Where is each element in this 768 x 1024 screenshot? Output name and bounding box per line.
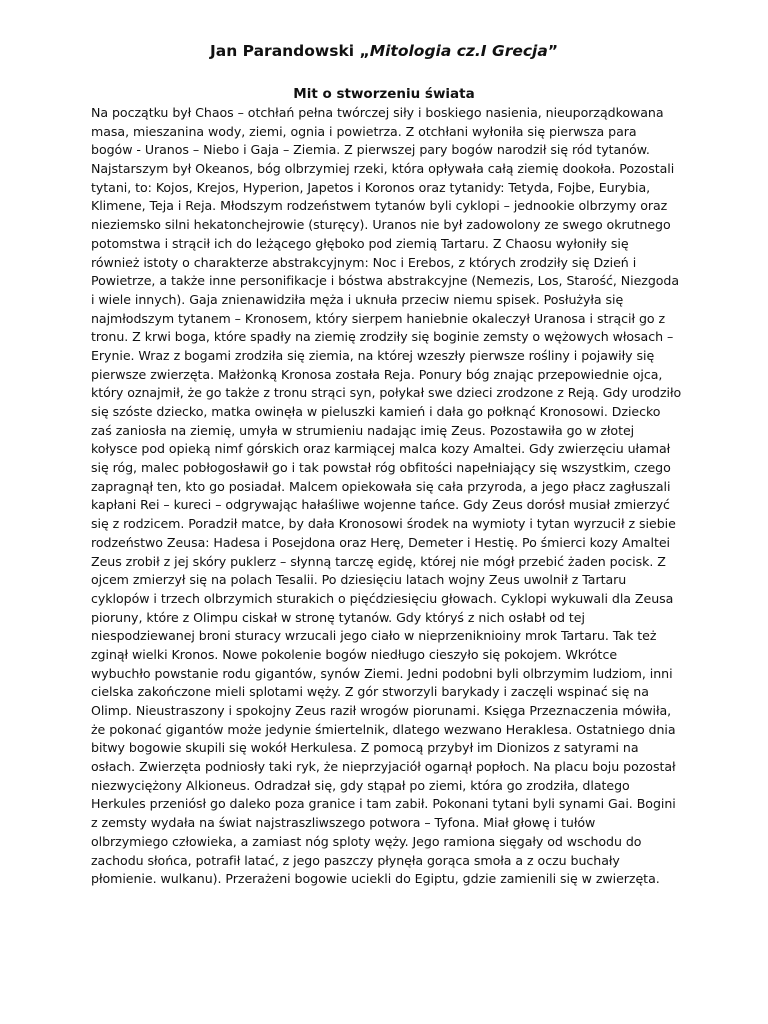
body-line: zachodu słońca, potrafił latać, z jego paszczy płynęła gorąca smoła a z oczu buchały <box>91 852 620 868</box>
body-line: tronu. Z krwi boga, które spadły na ziemię zrodziły się boginie zemsty o wężowych włosach – <box>91 329 674 345</box>
document-title <box>0 40 768 62</box>
body-line: olbrzymiego człowieka, a zamiast nóg sploty węży. Jego ramiona sięgały od wschodu do <box>91 833 642 849</box>
body-line: zginął wielki Kronos. Nowe pokolenie bogów niedługo cieszyło się pokojem. Wkrótce <box>91 646 618 662</box>
body-line: bogów - Uranos – Niebo i Gaja – Ziemia. Z pierwszej pary bogów narodził się ród tytanów. <box>91 142 650 158</box>
body-line: masa, mieszanina wody, ziemi, ognia i powietrza. Z otchłani wyłoniła się pierwsza para <box>91 123 637 139</box>
section-heading: Mit o stworzeniu świata <box>293 86 475 102</box>
body-line: potomstwa i strącił ich do leżącego głęboko pod ziemią Tartaru. Z Chaosu wyłoniły się <box>91 235 629 251</box>
body-line: z zemsty wydała na świat najstraszliwszego potwora – Tyfona. Miał głowę i tułów <box>91 815 596 831</box>
body-line: Erynie. Wraz z bogami zrodziła się ziemia, na której wzeszły pierwsze rośliny i pojawiły się <box>91 347 655 363</box>
body-line: osłach. Zwierzęta podniosły taki ryk, że nieprzyjaciół ogarnął popłoch. Na placu boju pozostał <box>91 759 676 775</box>
body-line: Herkules przeniósł go daleko poza granice i tam zabił. Pokonani tytani byli synami Gai. Bogini <box>91 796 676 812</box>
title-work: Mitologia cz.I Grecja <box>369 42 548 60</box>
body-line: rodzeństwo Zeusa: Hadesa i Posejdona oraz Herę, Demeter i Hestię. Po śmierci kozy Amaltei <box>91 534 670 550</box>
body-line: który oznajmił, że go także z tronu strąci syn, połykał swe dzieci zrodzone z Reją. Gdy urodziło <box>91 385 682 401</box>
body-line: pioruny, które z Olimpu ciskał w stronę tytanów. Gdy któryś z nich osłabł od tej <box>91 609 585 625</box>
body-line: niezwyciężony Alkioneus. Odradzał się, gdy stąpał po ziemi, która go zrodziła, dlatego <box>91 777 630 793</box>
body-line: również istoty o charakterze abstrakcyjnym: Noc i Erebos, z których zrodziły się Dzień i <box>91 254 637 270</box>
body-line: że pokonać gigantów może jedynie śmiertelnik, dlatego wezwano Heraklesa. Ostatniego dnia <box>91 721 676 737</box>
body-line: najmłodszym tytanem – Kronosem, który sierpem haniebnie okaleczył Uranosa i strącił go z <box>91 310 666 326</box>
body-line: Klimene, Teja i Reja. Młodszym rodzeństwem tytanów byli cyklopi – jednookie olbrzymy oraz <box>91 198 668 214</box>
body-line: zapragnął ten, kto go posiadał. Malcem opiekowała się cała przyroda, a jego płacz zagłuszali <box>91 478 671 494</box>
body-text <box>91 104 691 889</box>
body-line: Powietrze, a także inne personifikacje i bóstwa abstrakcyjne (Nemezis, Los, Starość, Niezgoda <box>91 273 680 289</box>
body-line: i wiele innych). Gaja znienawidziła męża i uknuła przeciw niemu spisek. Posłużyła się <box>91 291 624 307</box>
body-line: kołysce pod opieką nimf górskich oraz karmiącej malca kozy Amaltei. Gdy zwierzęciu ułamał <box>91 441 671 457</box>
body-line: Najstarszym był Okeanos, bóg olbrzymiej rzeki, która opływała całą ziemię dookoła. Pozostali <box>91 161 675 177</box>
body-line: cielska zakończone mieli splotami węży. Z gór stworzyli barykady i zaczęli wspinać się na <box>91 684 649 700</box>
body-line: wybuchło powstanie rodu gigantów, synów Ziemi. Jedni podobni byli olbrzymim ludziom, inni <box>91 665 673 681</box>
body-line: się z rodzicem. Poradził matce, by dała Kronosowi środek na wymioty i tytan wyrzucił z siebie <box>91 516 676 532</box>
body-line: niespodziewanej broni sturacy wrzucali jego ciało w nieprzeniknioiny mrok Tartaru. Tak też <box>91 628 657 644</box>
title-author: Jan Parandowski „ <box>209 42 370 60</box>
body-line: Olimp. Nieustraszony i spokojny Zeus raził wrogów piorunami. Księga Przeznaczenia mówiła, <box>91 703 672 718</box>
body-line: Na początku był Chaos – otchłań pełna twórczej siły i boskiego nasienia, nieuporządkowana <box>91 105 664 120</box>
body-line: płomienie. wulkanu). Przerażeni bogowie uciekli do Egiptu, gdzie zamienili się w zwierzęta. <box>91 871 660 887</box>
title-closing-quote: ” <box>547 42 558 60</box>
body-line: zaś zaniosła na ziemię, umyła w strumieniu nadając imię Zeus. Pozostawiła go w złotej <box>91 422 635 438</box>
body-line: pierwsze zwierzęta. Małżonką Kronosa została Reja. Ponury bóg znając przepowiednie ojca, <box>91 366 663 382</box>
body-line: ojcem zmierzył się na polach Tesalii. Po dziesięciu latach wojny Zeus uwolnił z Tartaru <box>91 572 627 588</box>
body-line: bitwy bogowie skupili się wokół Herkulesa. Z pomocą przybył im Dionizos z satyrami na <box>91 740 639 756</box>
body-line: Zeus zrobił z jej skóry puklerz – słynną tarczę egidę, której nie mógł przebić żaden pocisk. Z <box>91 553 666 569</box>
body-line: kapłani Rei – kureci – odgrywając hałaśliwe wojenne tańce. Gdy Zeus dorósł musiał zmierzyć <box>91 497 670 513</box>
body-line: się róg, malec pobłogosławił go i tak powstał róg obfitości napełniający się wszystkim, czego <box>91 460 671 476</box>
body-line: się szóste dziecko, matka owinęła w pieluszki kamień i dała go połknąć Kronosowi. Dziecko <box>91 404 661 419</box>
body-line: nieziemsko silni hekatonchejrowie (sturęcy). Uranos nie był zadowolony ze swego okrutnego <box>91 217 671 233</box>
body-line: tytani, to: Kojos, Krejos, Hyperion, Japetos i Koronos oraz tytanidy: Tetyda, Fojbe, Eurybia, <box>91 179 651 195</box>
body-line: cyklopów i trzech olbrzymich sturakich o pięćdziesięciu głowach. Cyklopi wykuwali dla Zeusa <box>91 590 674 606</box>
